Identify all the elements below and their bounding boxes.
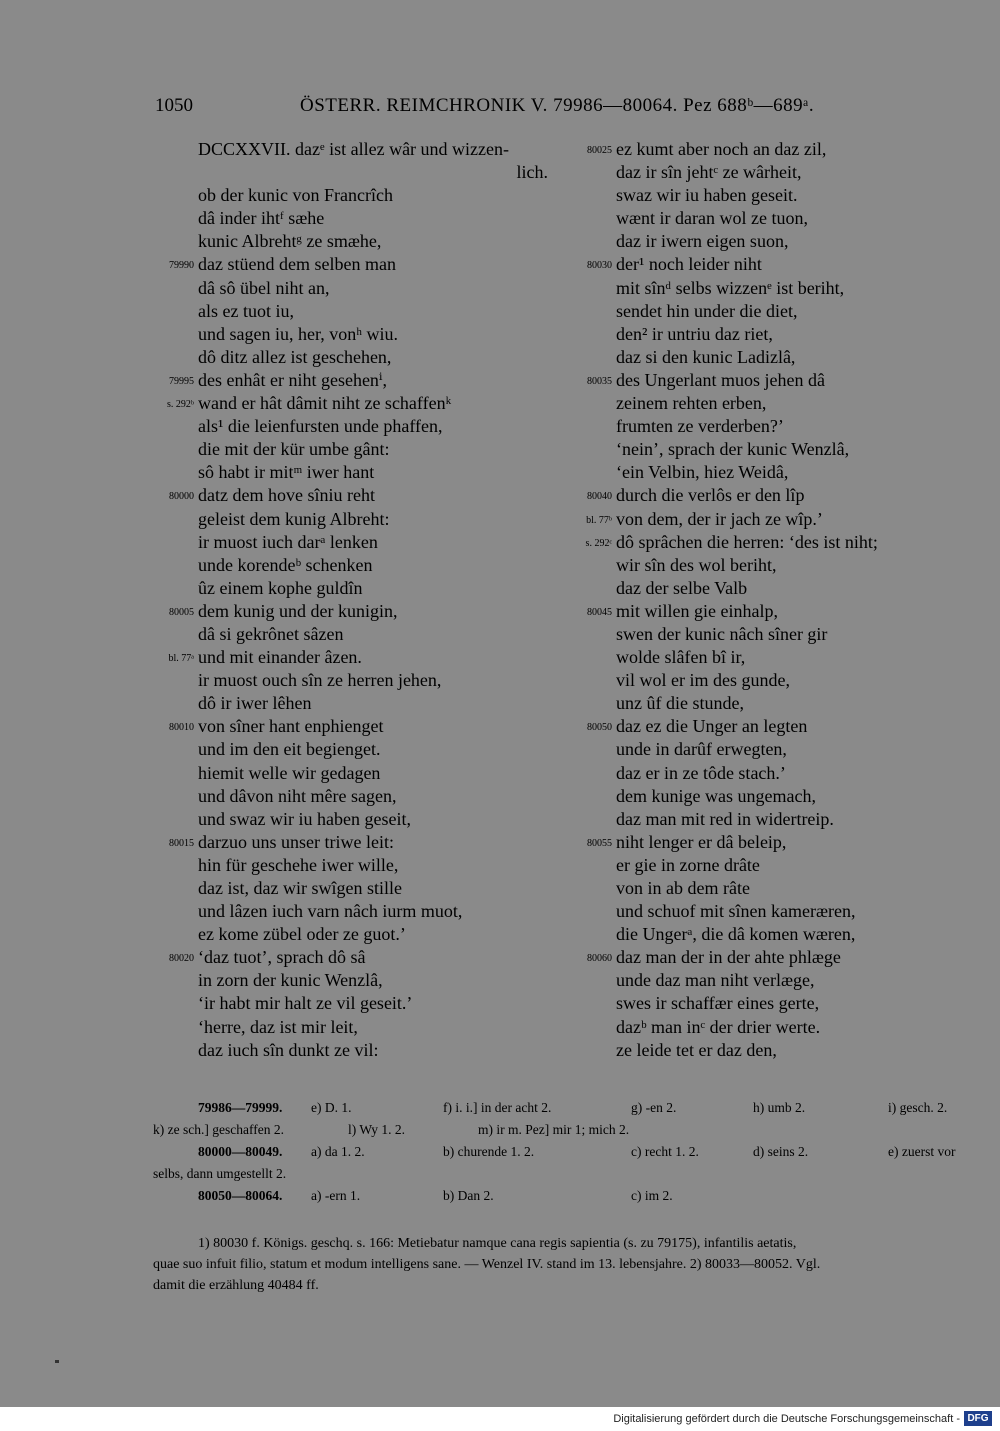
verse-text: kunic Albrehtᵍ ze smæhe, [198, 231, 382, 252]
apparatus-range: 80000—80049. [198, 1144, 283, 1159]
verse-text: und lâzen iuch varn nâch iurm muot, [198, 901, 463, 922]
verse-line [150, 854, 560, 877]
verse-line [150, 438, 560, 461]
verse-line [568, 738, 948, 761]
verse-text: swen der kunic nâch sîner gir [616, 623, 828, 644]
verse-text: daz ir sîn jehtᶜ ze wârheit, [616, 162, 802, 183]
verse-text: von in ab dem râte [616, 878, 750, 898]
verse-text: wolde slâfen bî ir, [616, 647, 746, 668]
verse-line [568, 508, 948, 531]
line-number: s. 292ᶜ [585, 537, 612, 549]
verse-line [568, 277, 948, 300]
verse-line [150, 184, 560, 207]
verse-text: wænt ir daran wol ze tuon, [616, 208, 808, 229]
verse-text: swaz wir iu haben geseit. [616, 185, 798, 206]
scan-speck [55, 1360, 59, 1363]
verse-text: ir muost iuch darᵃ lenken [198, 531, 378, 552]
line-number: 80015 [169, 837, 194, 849]
verse-text: vil wol er im des gunde, [616, 670, 790, 691]
line-number: 80030 [587, 260, 612, 272]
left-text-column [150, 138, 560, 1062]
verse-text: ez kumt aber noch an daz zil, [616, 139, 827, 159]
verse-line [150, 230, 560, 253]
verse-text: dazᵇ man inᶜ der drier werte. [616, 1016, 821, 1037]
verse-text: des enhât er niht gesehenⁱ, [198, 369, 388, 390]
verse-line [568, 138, 948, 161]
verse-line [150, 300, 560, 323]
verse-text: und swaz wir iu haben geseit, [198, 808, 411, 829]
apparatus-entry: e) zuerst vor [888, 1144, 956, 1159]
verse-text: daz man mit red in widertreip. [616, 808, 834, 829]
verse-line [568, 392, 948, 415]
apparatus-entry: i) gesch. 2. [888, 1100, 948, 1115]
verse-text: unz ûf die stunde, [616, 693, 744, 714]
verse-line [150, 738, 560, 761]
verse-text: und schuof mit sînen kameræren, [616, 901, 856, 922]
verse-text: dô sprâchen die herren: ‘des ist niht; [616, 531, 878, 552]
verse-text: dâ si gekrônet sâzen [198, 623, 344, 644]
line-number: 80020 [169, 953, 194, 965]
verse-text: daz der selbe Valb [616, 577, 748, 598]
verse-text: der¹ noch leider niht [616, 254, 762, 275]
running-title: ÖSTERR. REIMCHRONIK V. 79986—80064. Pez 688ᵇ—689ᵃ. [300, 95, 815, 116]
verse-text: geleist dem kunig Albreht: [198, 508, 390, 529]
digitization-footer [0, 1407, 1000, 1431]
apparatus-entry: f) i. i.] in der acht 2. [443, 1100, 552, 1115]
verse-text: wir sîn des wol beriht, [616, 554, 777, 575]
line-number: 80000 [169, 491, 194, 503]
verse-line [568, 900, 948, 923]
page-number: 1050 [155, 95, 193, 116]
verse-text: die mit der kür umbe gânt: [198, 439, 390, 460]
verse-text: und im den eit begienget. [198, 739, 381, 760]
verse-line [568, 600, 948, 623]
verse-line [150, 623, 560, 646]
verse-line [568, 346, 948, 369]
verse-text: daz iuch sîn dunkt ze vil: [198, 1039, 379, 1060]
verse-line [150, 1039, 560, 1062]
apparatus-entry: d) seins 2. [753, 1144, 809, 1159]
verse-line [150, 161, 560, 184]
critical-apparatus [153, 1097, 968, 1207]
verse-line [150, 831, 560, 854]
line-number: 80005 [169, 606, 194, 618]
verse-text: sô habt ir mitᵐ iwer hant [198, 462, 375, 483]
footnote-line: damit die erzählung 40484 ff. [153, 1278, 319, 1293]
verse-line [568, 669, 948, 692]
chapter-heading: DCCXXVII. dazᵉ ist allez wâr und wizzen- [198, 139, 510, 159]
line-number: 80055 [587, 837, 612, 849]
footnote-line: 1) 80030 f. Königs. geschq. s. 166: Metiebatur namque cana regis sapientia (s. zu 79175), infantilis aetatis, [198, 1236, 797, 1251]
verse-text: von sîner hant enphienget [198, 716, 384, 737]
apparatus-entry: selbs, dann umgestellt 2. [153, 1166, 287, 1181]
verse-text: ‘nein’, sprach der kunic Wenzlâ, [616, 439, 850, 460]
verse-line [568, 715, 948, 738]
verse-line [150, 900, 560, 923]
verse-text: datz dem hove sîniu reht [198, 485, 375, 506]
verse-text: ‘daz tuot’, sprach dô sâ [198, 947, 366, 968]
verse-text: zeinem rehten erben, [616, 393, 767, 414]
verse-line [150, 554, 560, 577]
footnote-line: quae suo infuit filio, statum et modum intelligens sane. — Wenzel IV. stand im 13. lebensjahre. 2) 80033—80052. Vgl. [153, 1257, 821, 1272]
apparatus-entry: a) da 1. 2. [311, 1144, 365, 1159]
verse-text: ez kome zübel oder ze guot.’ [198, 924, 406, 945]
verse-line [150, 1016, 560, 1039]
verse-line [568, 577, 948, 600]
apparatus-entry: m) ir m. Pez] mir 1; mich 2. [478, 1122, 630, 1137]
verse-text: hiemit welle wir gedagen [198, 762, 381, 783]
verse-text: mit sînᵈ selbs wizzenᵉ ist beriht, [616, 277, 845, 298]
verse-text: ‘ir habt mir halt ze vil geseit.’ [198, 993, 413, 1014]
verse-text: ‘ein Velbin, hiez Weidâ, [616, 462, 789, 483]
apparatus-row [153, 1141, 968, 1163]
verse-line [150, 808, 560, 831]
verse-text: daz ez die Unger an legten [616, 716, 808, 737]
verse-text: wand er hât dâmit niht ze schaffenᵏ [198, 393, 452, 414]
line-number: 80025 [587, 145, 612, 156]
verse-text: als ez tuot iu, [198, 300, 294, 321]
verse-line [568, 323, 948, 346]
verse-text: unde daz man niht verlæge, [616, 970, 815, 991]
verse-line [568, 161, 948, 184]
verse-line [568, 992, 948, 1015]
verse-text: lich. [516, 162, 548, 183]
verse-line [568, 415, 948, 438]
apparatus-entry: c) im 2. [631, 1188, 673, 1203]
verse-line [150, 323, 560, 346]
verse-line [150, 646, 560, 669]
verse-text: den² ir untriu daz riet, [616, 323, 773, 344]
verse-text: ze leide tet er daz den, [616, 1039, 777, 1060]
line-number: 80040 [587, 491, 612, 503]
verse-text: dem kunige was ungemach, [616, 785, 816, 806]
verse-line [568, 877, 948, 900]
verse-line [150, 692, 560, 715]
verse-line [150, 577, 560, 600]
verse-text: darzuo uns unser triwe leit: [198, 831, 394, 852]
verse-text: ir muost ouch sîn ze herren jehen, [198, 670, 442, 691]
apparatus-entry: h) umb 2. [753, 1100, 806, 1115]
verse-text: und mit einander âzen. [198, 647, 362, 668]
verse-line [150, 253, 560, 276]
verse-text: die Ungerᵃ, die dâ komen wæren, [616, 924, 856, 945]
verse-line [150, 715, 560, 738]
verse-line [150, 992, 560, 1015]
dfg-logo: DFG [964, 1411, 992, 1426]
line-number: 79995 [169, 375, 194, 387]
verse-text: dô ditz allez ist geschehen, [198, 346, 392, 367]
verse-line [568, 1016, 948, 1039]
verse-line [568, 831, 948, 854]
verse-line [150, 531, 560, 554]
verse-line [150, 484, 560, 507]
verse-line [150, 369, 560, 392]
apparatus-row [153, 1163, 968, 1185]
verse-line [568, 230, 948, 253]
line-number: 80045 [587, 606, 612, 618]
verse-text: als¹ die leienfursten unde phaffen, [198, 416, 443, 437]
apparatus-entry: b) churende 1. 2. [443, 1144, 535, 1159]
apparatus-entry: b) Dan 2. [443, 1188, 494, 1203]
verse-text: mit willen gie einhalp, [616, 600, 778, 621]
verse-text: daz si den kunic Ladizlâ, [616, 346, 796, 367]
apparatus-entry: a) -ern 1. [311, 1188, 361, 1203]
apparatus-entry: c) recht 1. 2. [631, 1144, 699, 1159]
footnotes [153, 1233, 968, 1296]
line-number: s. 292ᵇ [167, 399, 194, 411]
verse-text: daz ist, daz wir swîgen stille [198, 878, 402, 898]
apparatus-range: 80050—80064. [198, 1188, 283, 1203]
verse-line [150, 785, 560, 808]
verse-text: dâ inder ihtᶠ sæhe [198, 208, 325, 229]
verse-line [568, 762, 948, 785]
line-number: 80060 [587, 953, 612, 965]
verse-text: dem kunig und der kunigin, [198, 600, 398, 621]
verse-text: ûz einem kophe guldîn [198, 577, 363, 598]
verse-line [568, 785, 948, 808]
verse-line [568, 207, 948, 230]
line-number: 80010 [169, 722, 194, 734]
verse-text: frumten ze verderben?’ [616, 416, 784, 437]
verse-line [568, 554, 948, 577]
verse-text: daz ir iwern eigen suon, [616, 231, 789, 252]
page-header [155, 95, 845, 121]
verse-line [568, 623, 948, 646]
verse-text: und dâvon niht mêre sagen, [198, 785, 397, 806]
verse-line [568, 484, 948, 507]
apparatus-row [153, 1097, 968, 1119]
verse-text: und sagen iu, her, vonʰ wiu. [198, 323, 399, 344]
verse-text: unde korendeᵇ schenken [198, 554, 373, 575]
apparatus-entry: k) ze sch.] geschaffen 2. [153, 1122, 284, 1137]
verse-text: unde in darûf erwegten, [616, 739, 787, 760]
verse-line [568, 300, 948, 323]
verse-text: sendet hin under die diet, [616, 300, 798, 321]
verse-text: in zorn der kunic Wenzlâ, [198, 970, 383, 991]
apparatus-row [153, 1119, 968, 1141]
verse-text: durch die verlôs er den lîp [616, 485, 805, 506]
verse-text: ‘herre, daz ist mir leit, [198, 1016, 358, 1037]
line-number: 80050 [587, 722, 612, 734]
apparatus-entry: g) -en 2. [631, 1100, 677, 1115]
verse-text: niht lenger er dâ beleip, [616, 831, 787, 852]
verse-line [150, 877, 560, 900]
verse-text: daz stüend dem selben man [198, 254, 396, 275]
verse-line [568, 253, 948, 276]
verse-line [150, 392, 560, 415]
verse-line [150, 138, 560, 161]
verse-text: daz man der in der ahte phlæge [616, 947, 841, 968]
verse-line [568, 808, 948, 831]
verse-line [150, 600, 560, 623]
apparatus-entry: l) Wy 1. 2. [348, 1122, 406, 1137]
verse-line [568, 692, 948, 715]
verse-text: dô ir iwer lêhen [198, 693, 312, 714]
verse-line [568, 946, 948, 969]
verse-text: des Ungerlant muos jehen dâ [616, 369, 825, 390]
line-number: bl. 77ᵇ [586, 514, 612, 526]
verse-line [568, 461, 948, 484]
line-number: 79990 [169, 260, 194, 272]
apparatus-range: 79986—79999. [198, 1100, 283, 1115]
line-number: bl. 77ᵃ [168, 653, 194, 665]
verse-text: hin für geschehe iwer wille, [198, 854, 399, 875]
verse-line [150, 923, 560, 946]
verse-text: daz er in ze tôde stach.’ [616, 762, 786, 783]
verse-text: dâ sô übel niht an, [198, 277, 330, 298]
funding-notice: Digitalisierung gefördert durch die Deutsche Forschungsgemeinschaft - [613, 1413, 960, 1425]
verse-line [568, 184, 948, 207]
verse-text: er gie in zorne drâte [616, 854, 760, 875]
verse-line [150, 461, 560, 484]
verse-line [150, 346, 560, 369]
verse-text: ob der kunic von Francrîch [198, 185, 393, 206]
verse-line [150, 946, 560, 969]
apparatus-row [153, 1185, 968, 1207]
verse-line [150, 508, 560, 531]
verse-line [150, 969, 560, 992]
verse-line [568, 369, 948, 392]
verse-text: von dem, der ir jach ze wîp.’ [616, 508, 823, 529]
line-number: 80035 [587, 375, 612, 387]
verse-line [568, 1039, 948, 1062]
verse-line [150, 669, 560, 692]
right-text-column [568, 138, 948, 1062]
verse-line [150, 415, 560, 438]
apparatus-entry: e) D. 1. [311, 1100, 352, 1115]
verse-text: swes ir schaffær eines gerte, [616, 993, 820, 1014]
verse-line [150, 277, 560, 300]
verse-line [568, 923, 948, 946]
verse-line [568, 531, 948, 554]
verse-line [568, 969, 948, 992]
verse-line [568, 438, 948, 461]
verse-line [568, 854, 948, 877]
verse-line [150, 762, 560, 785]
verse-line [568, 646, 948, 669]
verse-line [150, 207, 560, 230]
